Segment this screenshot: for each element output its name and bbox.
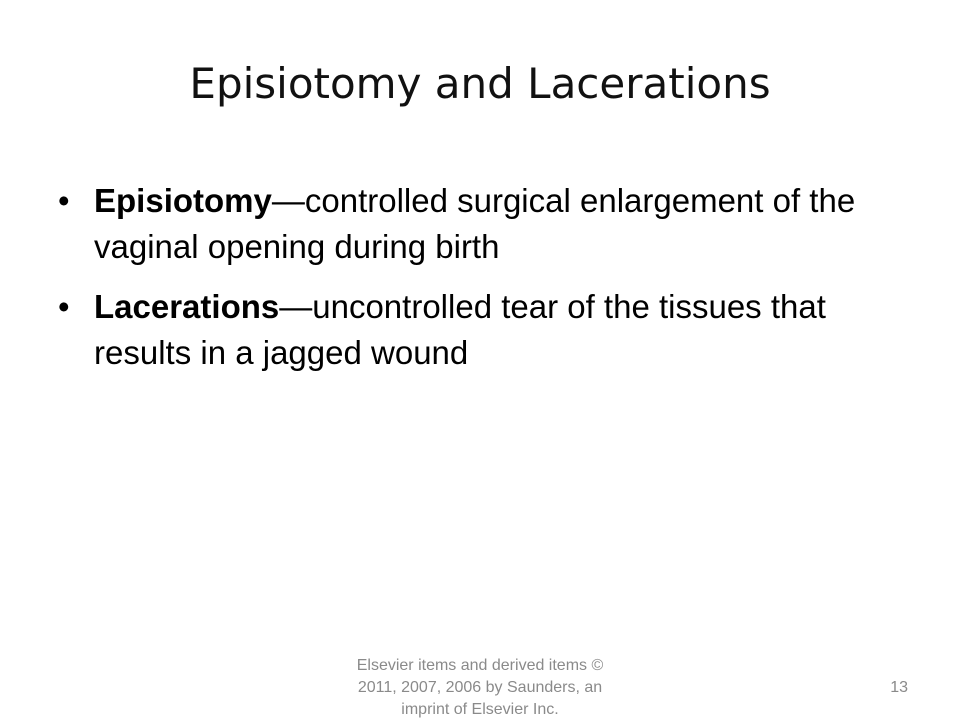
bullet-definition: —controlled surgical enlargement of the vaginal opening during birth: [94, 182, 856, 265]
bullet-list: [58, 178, 888, 390]
bullet-dot-icon: •: [58, 182, 70, 219]
bullet-dot-icon: •: [58, 288, 70, 325]
copyright-footer: Elsevier items and derived items © 2011, 2007, 2006 by Saunders, an imprint of Elsevier Inc.: [356, 657, 604, 718]
bullet-item-episiotomy: [58, 178, 888, 270]
bullet-definition: —uncontrolled tear of the tissues that results in a jagged wound: [94, 288, 826, 371]
bullet-item-lacerations: [58, 284, 888, 376]
bullet-term: Episiotomy: [94, 182, 272, 219]
page-number: 13: [890, 679, 908, 696]
slide-title: Episiotomy and Lacerations: [189, 59, 771, 108]
bullet-term: Lacerations: [94, 288, 280, 325]
